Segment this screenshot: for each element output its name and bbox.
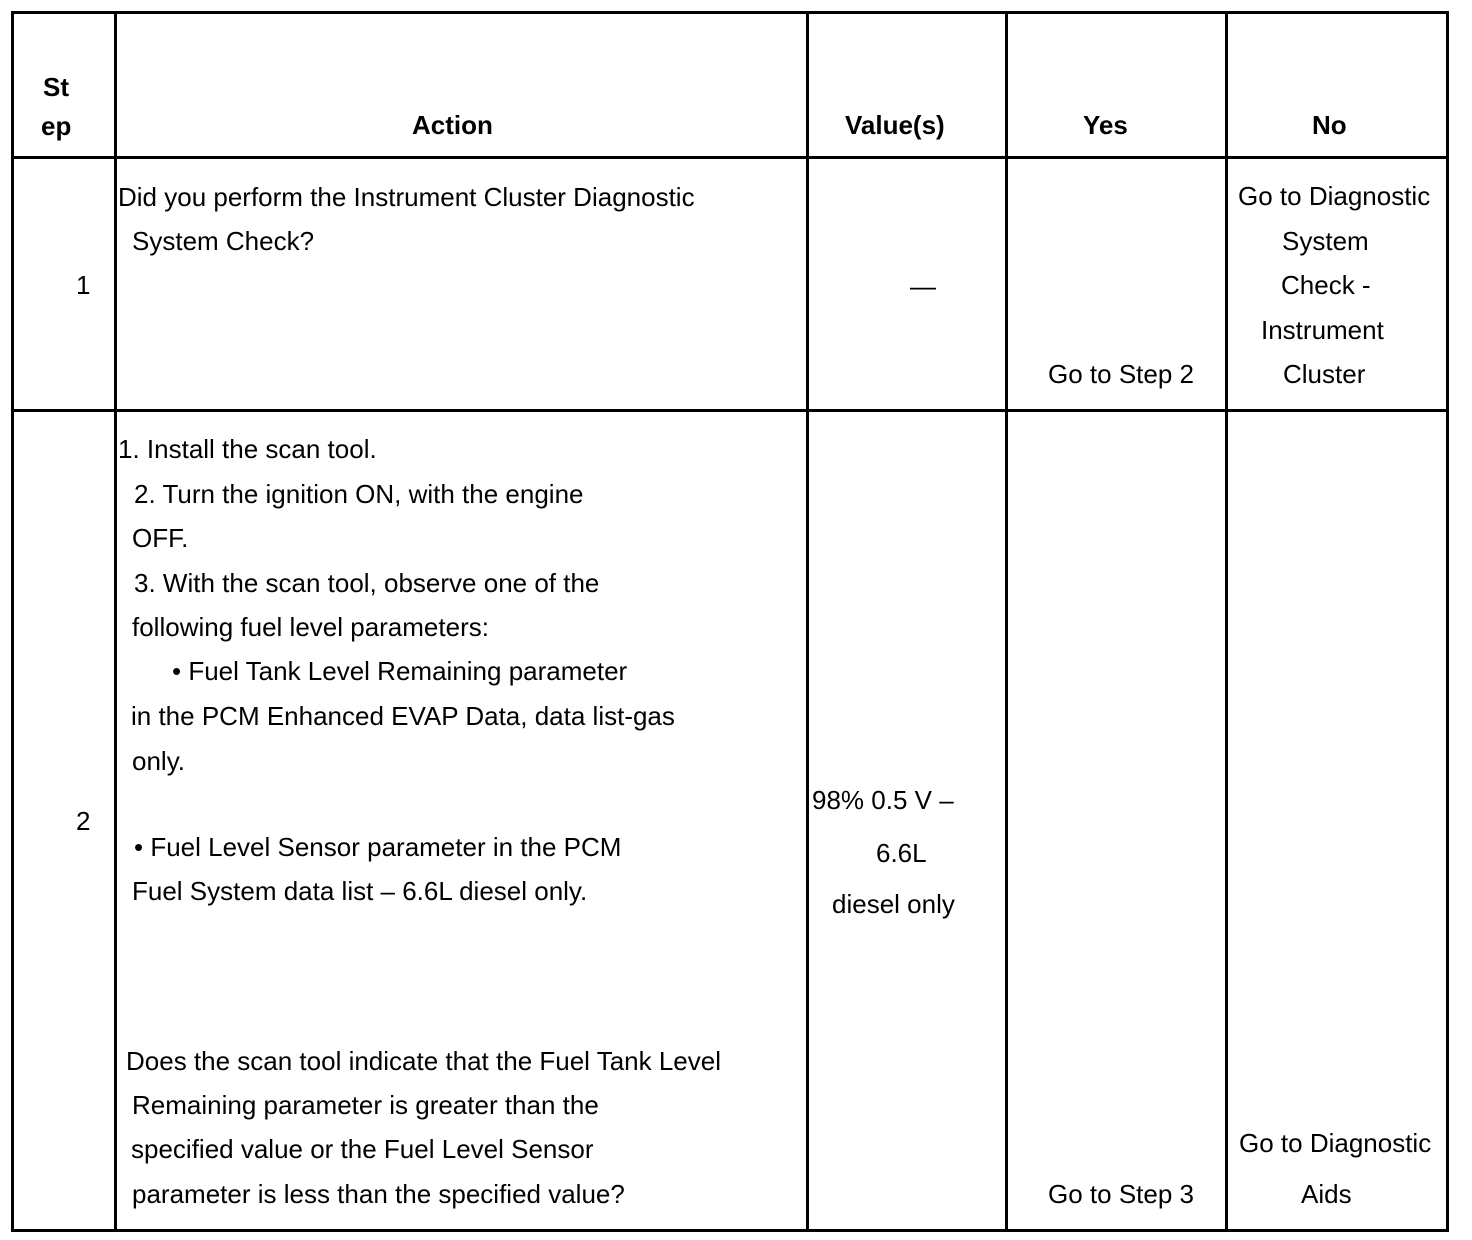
action-text: 1. Install the scan tool. <box>118 434 377 464</box>
yes-link[interactable]: Go to Step 3 <box>1048 1179 1194 1209</box>
action-text: in the PCM Enhanced EVAP Data, data list-gas <box>131 701 675 731</box>
table-border-top <box>11 11 1449 14</box>
action-text: specified value or the Fuel Level Sensor <box>131 1134 594 1164</box>
no-link[interactable]: Check - <box>1281 270 1371 300</box>
action-text: • Fuel Level Sensor parameter in the PCM <box>134 832 622 862</box>
column-divider <box>1005 11 1008 1232</box>
action-text: Does the scan tool indicate that the Fuel Tank Level <box>126 1046 722 1076</box>
no-link[interactable]: System <box>1282 226 1369 256</box>
no-link[interactable]: Cluster <box>1283 359 1366 389</box>
action-text: Did you perform the Instrument Cluster Diagnostic <box>118 182 695 212</box>
value-text: diesel only <box>832 889 955 919</box>
action-text: Fuel System data list – 6.6L diesel only. <box>132 876 588 906</box>
no-link[interactable]: Go to Diagnostic <box>1238 181 1431 211</box>
yes-link[interactable]: Go to Step 2 <box>1048 359 1194 389</box>
column-divider <box>1225 11 1228 1232</box>
header-yes: Yes <box>1083 110 1128 140</box>
no-link[interactable]: Aids <box>1301 1179 1352 1209</box>
header-action: Action <box>412 110 493 140</box>
header-divider <box>11 156 1449 159</box>
column-divider <box>114 11 117 1232</box>
action-text: parameter is less than the specified value? <box>132 1179 625 1209</box>
header-values: Value(s) <box>845 110 945 140</box>
action-text: System Check? <box>132 226 315 256</box>
value-text: 98% 0.5 V – <box>812 785 954 815</box>
header-no: No <box>1312 110 1347 140</box>
table-border-left <box>11 11 14 1232</box>
value-text: 6.6L <box>876 838 927 868</box>
no-link[interactable]: Instrument <box>1261 315 1384 345</box>
action-text: only. <box>132 746 185 776</box>
action-text: OFF. <box>132 523 189 553</box>
step-number: 1 <box>76 270 91 300</box>
table-border-bottom <box>11 1229 1449 1232</box>
action-text: 3. With the scan tool, observe one of the <box>134 568 600 598</box>
no-link[interactable]: Go to Diagnostic <box>1239 1128 1432 1158</box>
row-divider <box>11 409 1449 412</box>
value-text: — <box>910 271 936 301</box>
header-step: St <box>43 72 69 102</box>
action-text: Remaining parameter is greater than the <box>132 1090 599 1120</box>
step-number: 2 <box>76 806 91 836</box>
action-text: 2. Turn the ignition ON, with the engine <box>134 479 584 509</box>
column-divider <box>806 11 809 1232</box>
action-text: following fuel level parameters: <box>132 612 489 642</box>
action-text: • Fuel Tank Level Remaining parameter <box>172 656 628 686</box>
table-border-right <box>1446 11 1449 1232</box>
header-step: ep <box>41 111 72 141</box>
